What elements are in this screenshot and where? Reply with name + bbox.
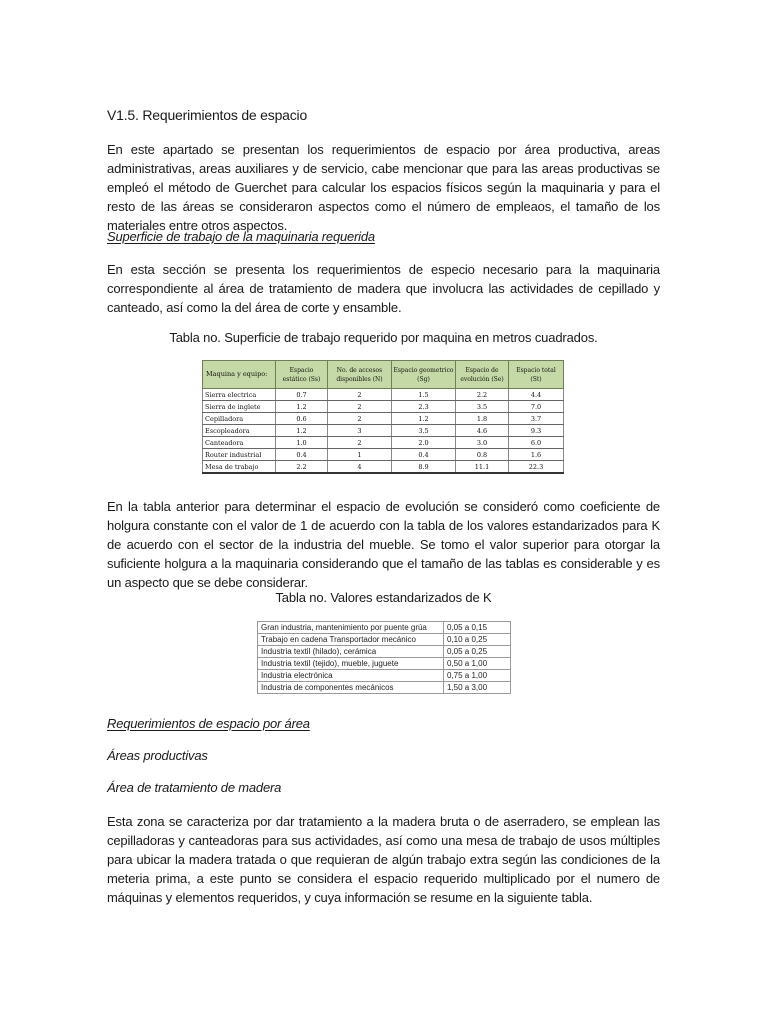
table-row xyxy=(203,401,564,413)
table-cell: 0.7 xyxy=(276,389,328,401)
wood-treatment-paragraph: Esta zona se caracteriza por dar tratamiento a la madera bruta o de aserradero, se emplean las cepilladoras y canteadoras para sus actividades, así como una mesa de trabajo de usos múltiples para ubicar la madera tratada o que requieran de algún trabajo extra según las condiciones de la meteria prima, a este punto se considera el espacio requerido multiplicado por el numero de máquinas y elementos requeridos, y cuya información se resume en la siguiente tabla. xyxy=(107,814,660,905)
table-cell: 6.0 xyxy=(509,437,564,449)
table1-caption: Tabla no. Superficie de trabajo requerido por maquina en metros cuadrados. xyxy=(169,330,598,345)
table-cell: 2 xyxy=(328,437,392,449)
table-cell: 2.3 xyxy=(392,401,456,413)
table-row xyxy=(203,425,564,437)
subsection-title-area: Requerimientos de espacio por área xyxy=(107,716,310,731)
table-cell: 1.0 xyxy=(276,437,328,449)
table-row xyxy=(203,461,564,474)
table-row xyxy=(258,622,511,634)
table-row xyxy=(203,413,564,425)
table-cell: 2 xyxy=(328,401,392,413)
table-cell: 2 xyxy=(328,413,392,425)
table-cell: 0.4 xyxy=(276,449,328,461)
table-header-cell: Espacio geometrico (Sg) xyxy=(392,361,456,389)
table-header-cell: Maquina y equipo: xyxy=(203,361,276,389)
table-cell: 0,75 a 1,00 xyxy=(444,670,511,682)
table-row xyxy=(258,646,511,658)
table-cell: Escopleadora xyxy=(203,425,276,437)
table-cell: 9.3 xyxy=(509,425,564,437)
table-cell: 3.5 xyxy=(392,425,456,437)
table-cell: Industria de componentes mecánicos xyxy=(258,682,444,694)
subsection-title-machinery: Superficie de trabajo de la maquinaria requerida xyxy=(107,229,375,244)
table-cell: Router industrial xyxy=(203,449,276,461)
table-cell: 1.2 xyxy=(392,413,456,425)
table-cell: 0,50 a 1,00 xyxy=(444,658,511,670)
table-row xyxy=(203,449,564,461)
table-cell: 0,05 a 0,25 xyxy=(444,646,511,658)
table-cell: 8.9 xyxy=(392,461,456,474)
table-cell: 1.2 xyxy=(276,425,328,437)
table-cell: 1.6 xyxy=(509,449,564,461)
intro-paragraph: En este apartado se presentan los requerimientos de espacio por área productiva, areas administrativas, areas auxiliares y de servicio, cabe mencionar que para las areas productivas se empleó el método de Guerchet para calcular los espacios físicos según la maquinaria y para el resto de las áreas se consideraron aspectos como el número de empleaos, el tamaño de los materiales entre otros aspectos. xyxy=(107,142,660,233)
table-cell: Industria electrónica xyxy=(258,670,444,682)
table-row xyxy=(258,658,511,670)
table-cell: 1,50 a 3,00 xyxy=(444,682,511,694)
table-cell: 2.0 xyxy=(392,437,456,449)
table-cell: 4.6 xyxy=(456,425,509,437)
section-heading: V1.5. Requerimientos de espacio xyxy=(107,107,308,123)
table-cell: 3.0 xyxy=(456,437,509,449)
table-cell: 3.7 xyxy=(509,413,564,425)
table-row xyxy=(258,670,511,682)
machinery-paragraph: En esta sección se presenta los requerimientos de especio necesario para la maquinaria correspondiente al área de tratamiento de madera que involucra las actividades de cepillado y canteado, así como la del área de corte y ensamble. xyxy=(107,262,660,315)
table-cell: 22.3 xyxy=(509,461,564,474)
table-cell: 0.8 xyxy=(456,449,509,461)
table-cell: Cepilladora xyxy=(203,413,276,425)
table-cell: 2 xyxy=(328,389,392,401)
table-cell: Sierra electrica xyxy=(203,389,276,401)
table-cell: Sierra de inglete xyxy=(203,401,276,413)
table-row xyxy=(203,437,564,449)
table2-caption: Tabla no. Valores estandarizados de K xyxy=(275,590,492,605)
subsection-productive-areas: Áreas productivas xyxy=(107,748,208,763)
table-header-row xyxy=(203,361,564,389)
table-row xyxy=(258,634,511,646)
table-cell: 1 xyxy=(328,449,392,461)
table-cell: 3 xyxy=(328,425,392,437)
table-cell: Industria textil (hilado), cerámica xyxy=(258,646,444,658)
table-cell: Mesa de trabajo xyxy=(203,461,276,474)
subsection-wood-treatment: Área de tratamiento de madera xyxy=(107,780,282,795)
table-cell: Gran industria, mantenimiento por puente grúa xyxy=(258,622,444,634)
table-header-cell: No. de accesos disponibles (N) xyxy=(328,361,392,389)
table-cell: 3.5 xyxy=(456,401,509,413)
table-cell: 1.5 xyxy=(392,389,456,401)
table-row xyxy=(258,682,511,694)
table-cell: 0,10 a 0,25 xyxy=(444,634,511,646)
table-cell: 0.6 xyxy=(276,413,328,425)
table-header-cell: Espacio de evolución (Se) xyxy=(456,361,509,389)
table-row xyxy=(203,389,564,401)
table-header-cell: Espacio total (St) xyxy=(509,361,564,389)
table-cell: Canteadora xyxy=(203,437,276,449)
table-cell: Trabajo en cadena Transportador mecánico xyxy=(258,634,444,646)
table-cell: 7.0 xyxy=(509,401,564,413)
table-cell: 11.1 xyxy=(456,461,509,474)
k-values-table xyxy=(257,621,511,694)
table-cell: 1.2 xyxy=(276,401,328,413)
table-cell: Industria textil (tejido), mueble, juguete xyxy=(258,658,444,670)
table-cell: 2.2 xyxy=(456,389,509,401)
table-cell: 0,05 a 0,15 xyxy=(444,622,511,634)
table-cell: 4 xyxy=(328,461,392,474)
table-cell: 4.4 xyxy=(509,389,564,401)
table-cell: 2.2 xyxy=(276,461,328,474)
machine-surface-table xyxy=(202,360,564,474)
evolution-paragraph: En la tabla anterior para determinar el espacio de evolución se consideró como coeficiente de holgura constante con el valor de 1 de acuerdo con la tabla de los valores estandarizados para K de acuerdo con el sector de la industria del mueble. Se tomo el valor superior para otorgar la suficiente holgura a la maquinaria considerando que el tamaño de las tablas es considerable y es un aspecto que se debe considerar. xyxy=(107,499,660,590)
table-cell: 1.8 xyxy=(456,413,509,425)
table-cell: 0.4 xyxy=(392,449,456,461)
table-header-cell: Espacio estático (Ss) xyxy=(276,361,328,389)
